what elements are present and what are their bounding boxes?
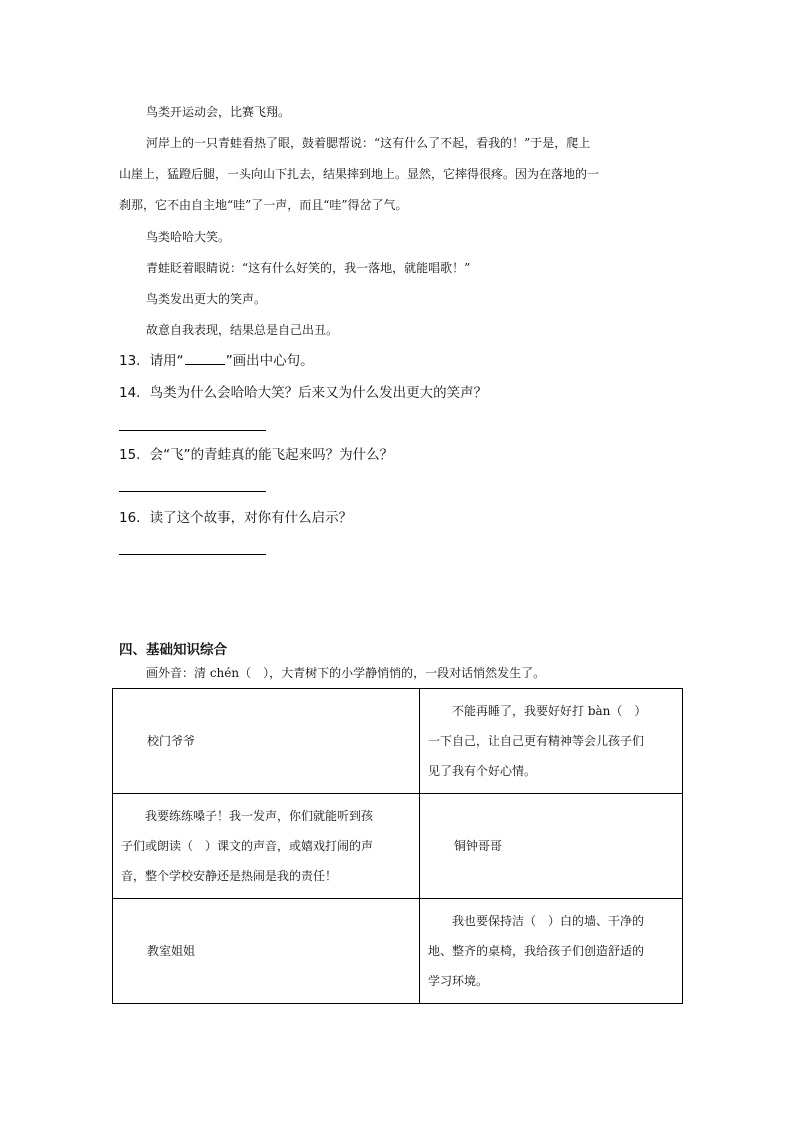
question-15: 15．会“飞”的青蛙真的能飞起来吗？为什么？ [119, 447, 394, 463]
dialogue-cell [420, 689, 683, 794]
question-16-answer-line[interactable] [119, 554, 266, 555]
question-16: 16．读了这个故事，对你有什么启示？ [119, 510, 353, 526]
dialogue-line: 不能再睡了，我要好好打 bàn（ ） [452, 704, 647, 718]
story-paragraph-2-line-2: 山崖上，猛蹬后腿，一头向山下扎去，结果摔到地上。显然，它摔得很疼。因为在落地的一 [119, 167, 600, 181]
question-13-underline [185, 352, 225, 365]
story-paragraph-4: 青蛙眨着眼睛说：“这有什么好笑的，我一落地，就能唱歌！” [146, 261, 471, 275]
question-14-answer-line[interactable] [119, 430, 266, 431]
story-paragraph-3: 鸟类哈哈大笑。 [146, 230, 231, 244]
question-13-prefix: 13．请用“ [119, 353, 184, 369]
question-13-suffix: ”画出中心句。 [225, 353, 314, 369]
question-14: 14．鸟类为什么会哈哈大笑？后来又为什么发出更大的笑声？ [119, 385, 488, 401]
story-paragraph-5: 鸟类发出更大的笑声。 [146, 292, 267, 306]
section-4-intro: 画外音：清 chén（ ），大青树下的小学静悄悄的，一段对话悄然发生了。 [146, 666, 546, 680]
dialogue-line: 我要练练嗓子！我一发声，你们就能听到孩 [145, 809, 374, 823]
dialogue-table [112, 688, 683, 1004]
story-paragraph-2-line-3: 刹那，它不由自主地“哇”了一声，而且“哇”得岔了气。 [119, 198, 408, 212]
dialogue-line: 音，整个学校安静还是热闹是我的责任！ [121, 869, 338, 883]
question-13 [119, 352, 314, 370]
dialogue-line: 子们或朗读（ ）课文的声音，或嬉戏打闹的声 [121, 839, 374, 853]
dialogue-line: 一下自己，让自己更有精神等会儿孩子们 [428, 734, 645, 748]
speaker-cell: 校门爷爷 [113, 689, 420, 794]
speaker-cell: 教室姐姐 [113, 899, 420, 1004]
story-paragraph-1: 鸟类开运动会，比赛飞翔。 [146, 105, 291, 119]
section-4-title: 四、基础知识综合 [119, 642, 227, 658]
story-paragraph-2-line-1: 河岸上的一只青蛙看热了眼，鼓着腮帮说：“这有什么了不起，看我的！”于是，爬上 [146, 136, 591, 150]
story-paragraph-6: 故意自我表现，结果总是自己出丑。 [146, 323, 339, 337]
speaker-cell: 铜钟哥哥 [420, 794, 683, 899]
dialogue-line: 我也要保持洁（ ）白的墙、干净的 [452, 914, 645, 928]
table-row [113, 794, 683, 899]
dialogue-cell [113, 794, 420, 899]
question-15-answer-line[interactable] [119, 491, 266, 492]
dialogue-line: 见了我有个好心情。 [428, 764, 537, 778]
dialogue-cell [420, 899, 683, 1004]
dialogue-line: 地、整齐的桌椅，我给孩子们创造舒适的 [428, 944, 645, 958]
table-row [113, 899, 683, 1004]
dialogue-line: 学习环境。 [428, 974, 489, 988]
table-row [113, 689, 683, 794]
